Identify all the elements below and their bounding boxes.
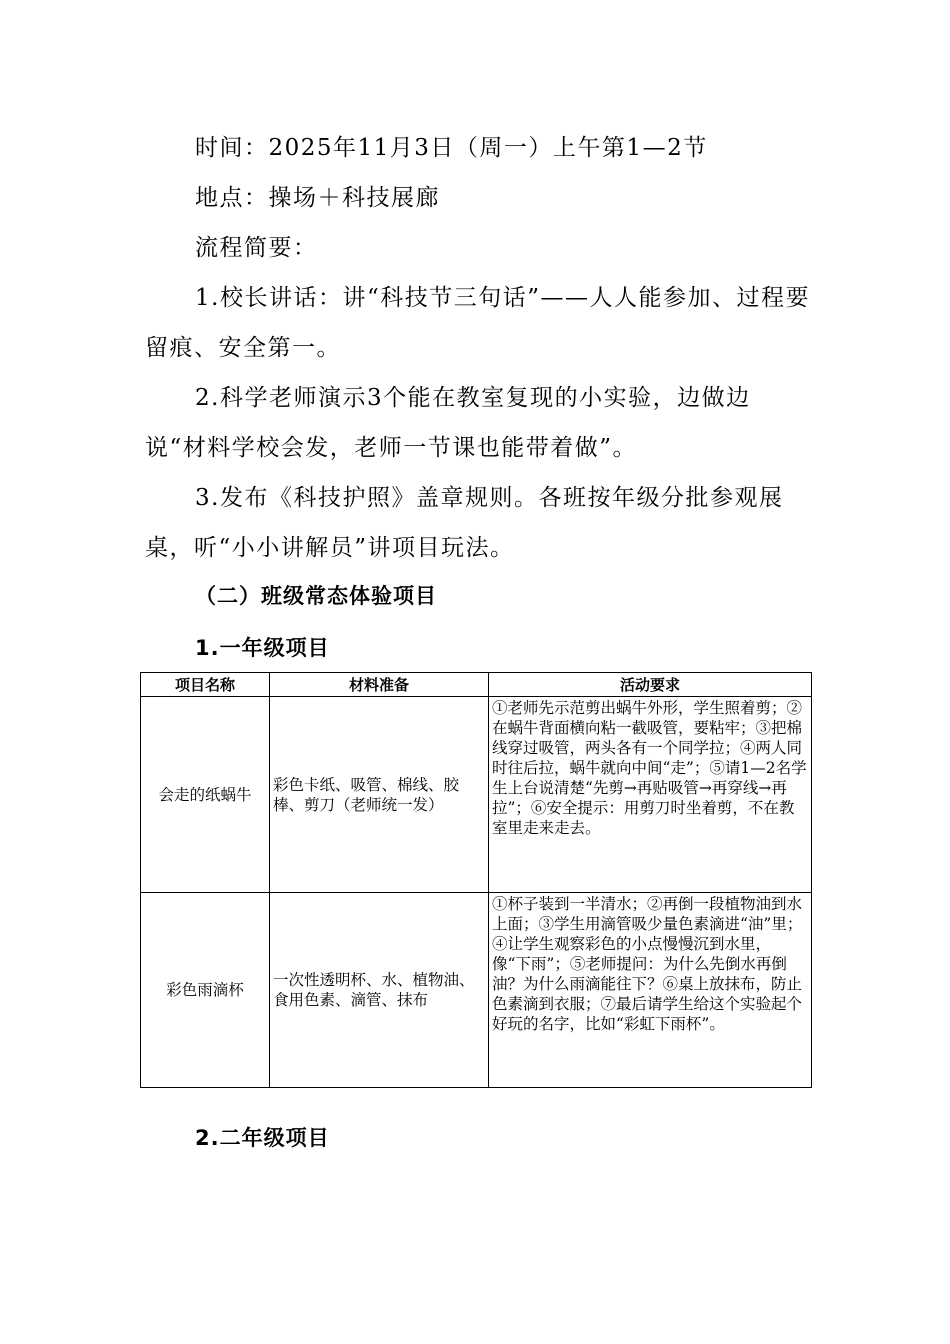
event-place: 地点：操场＋科技展廊	[195, 185, 440, 211]
flow-step-3: 3.发布《科技护照》盖章规则。各班按年级分批参观展桌，听“小小讲解员”讲项目玩法。	[145, 485, 784, 561]
project-requirements: ①老师先示范剪出蜗牛外形，学生照着剪；②在蜗牛背面横向粘一截吸管，要粘牢；③把棉线穿过吸管，两头各有一个同学拉；④两人同时往后拉，蜗牛就向中间“走”；⑤请1—2名学生上台说清楚“先剪→再贴吸管→再穿线→再拉”；⑥安全提示：用剪刀时坐着剪，不在教室里走来走去。	[489, 697, 812, 893]
header-requirements: 活动要求	[489, 673, 812, 697]
table-row	[141, 697, 812, 893]
grade1-project-table	[140, 672, 812, 1088]
flow-step-1: 1.校长讲话：讲“科技节三句话”——人人能参加、过程要留痕、安全第一。	[145, 285, 810, 361]
table-row	[141, 893, 812, 1088]
project-materials: 一次性透明杯、水、植物油、食用色素、滴管、抹布	[270, 893, 489, 1088]
flow-title: 流程简要：	[195, 235, 318, 261]
project-materials: 彩色卡纸、吸管、棉线、胶棒、剪刀（老师统一发）	[270, 697, 489, 893]
event-time: 时间：2025年11月3日（周一）上午第1—2节	[195, 135, 708, 161]
header-project-name: 项目名称	[141, 673, 270, 697]
section-heading: （二）班级常态体验项目	[195, 584, 437, 608]
grade1-heading: 1.一年级项目	[195, 636, 330, 660]
flow-step-2: 2.科学老师演示3个能在教室复现的小实验，边做边说“材料学校会发，老师一节课也能带着做”。	[145, 385, 751, 461]
project-name: 会走的纸蜗牛	[141, 697, 270, 893]
project-requirements: ①杯子装到一半清水；②再倒一段植物油到水上面；③学生用滴管吸少量色素滴进“油”里；④让学生观察彩色的小点慢慢沉到水里，像“下雨”；⑤老师提问：为什么先倒水再倒油？为什么雨滴能往下？⑥桌上放抹布，防止色素滴到衣服；⑦最后请学生给这个实验起个好玩的名字，比如“彩虹下雨杯”。	[489, 893, 812, 1088]
project-name: 彩色雨滴杯	[141, 893, 270, 1088]
table-header-row	[141, 673, 812, 697]
grade2-heading: 2.二年级项目	[195, 1126, 330, 1150]
header-materials: 材料准备	[270, 673, 489, 697]
